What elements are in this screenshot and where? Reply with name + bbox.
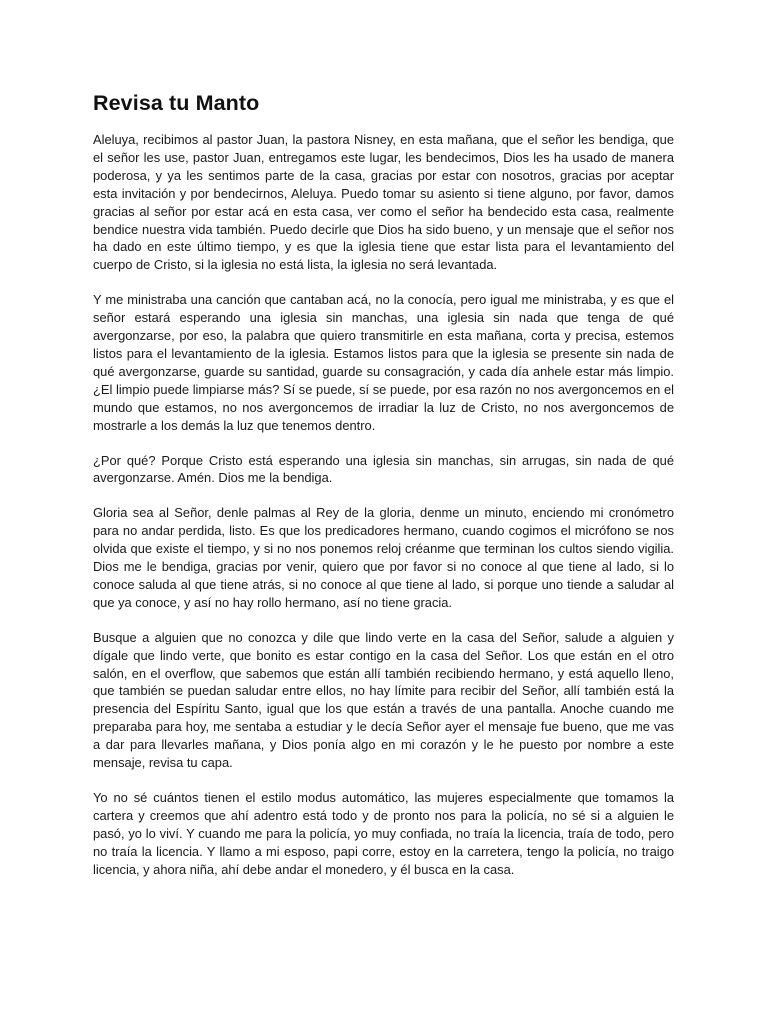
paragraph: Aleluya, recibimos al pastor Juan, la pastora Nisney, en esta mañana, que el señor les bendiga, que el señor les use, pastor Juan, entregamos este lugar, les bendecimos, Dios les ha usado de manera poderosa, y ya les sentimos parte de la casa, gracias por estar con nosotros, gracias por aceptar esta invitación y por bendecirnos, Aleluya. Puedo tomar su asiento si tiene alguno, por favor, damos gracias al señor por estar acá en esta casa, ver como el señor ha bendecido esta casa, realmente bendice nuestra vida también. Puedo decirle que Dios ha sido bueno, y un mensaje que el señor nos ha dado en este último tiempo, y es que la iglesia tiene que estar lista para el levantamiento del cuerpo de Cristo, si la iglesia no está lista, la iglesia no será levantada. bbox=[93, 132, 674, 273]
paragraph: ¿Por qué? Porque Cristo está esperando una iglesia sin manchas, sin arrugas, sin nada de qué avergonzarse. Amén. Dios me la bendiga. bbox=[93, 452, 674, 486]
paragraph: Busque a alguien que no conozca y dile que lindo verte en la casa del Señor, salude a alguien y dígale que lindo verte, que bonito es estar contigo en la casa del Señor. Los que están en el otro salón, en el overflow, que sabemos que están allí también recibiendo hermano, y está aquello lleno, que también se puedan saludar entre ellos, no hay límite para recibir del Señor, allí también está la presencia del Espíritu Santo, igual que los que están a través de una pantalla. Anoche cuando me preparaba para hoy, me sentaba a estudiar y le decía Señor ayer el mensaje fue bueno, que me vas a dar para llevarles mañana, y Dios ponía algo en mi corazón y le he puesto por nombre a este mensaje, revisa tu capa. bbox=[93, 629, 674, 771]
document-page bbox=[93, 88, 674, 896]
paragraph: Gloria sea al Señor, denle palmas al Rey de la gloria, denme un minuto, enciendo mi cronómetro para no andar perdida, listo. Es que los predicadores hermano, cuando cogimos el micrófono se nos olvida que existe el tiempo, y si no nos ponemos reloj créanme que terminan los cultos siendo vigilia. Dios me le bendiga, gracias por venir, quiero que por favor si no conoce al que tiene al lado, si lo conoce saluda al que tiene atrás, si no conoce al que tiene al lado, si porque uno tiende a saludar al que ya conoce, y así no hay rollo hermano, así no tiene gracia. bbox=[93, 505, 674, 610]
page-title: Revisa tu Manto bbox=[93, 91, 260, 115]
paragraph: Y me ministraba una canción que cantaban acá, no la conocía, pero igual me ministraba, y es que el señor estará esperando una iglesia sin manchas, una iglesia sin nada que tenga de qué avergonzarse, por eso, la palabra que quiero transmitirle en esta mañana, corta y precisa, estemos listos para el levantamiento de la iglesia. Estamos listos para que la iglesia se presente sin nada de qué avergonzarse, guarde su santidad, guarde su consagración, y cada día anhele estar más limpio. ¿El limpio puede limpiarse más? Sí se puede, sí se puede, por esa razón no nos avergoncemos en el mundo que estamos, no nos avergoncemos de irradiar la luz de Cristo, no nos avergoncemos de mostrarle a los demás la luz que tenemos dentro. bbox=[93, 292, 674, 433]
paragraph: Yo no sé cuántos tienen el estilo modus automático, las mujeres especialmente que tomamos la cartera y creemos que ahí adentro está todo y de pronto nos para la policía, no sé si a alguien le pasó, yo lo viví. Y cuando me para la policía, yo muy confiada, no traía la licencia, traía de todo, pero no traía la licencia. Y llamo a mi esposo, papi corre, estoy en la carretera, tengo la policía, no traigo licencia, y ahora niña, ahí debe andar el monedero, y él busca en la casa. bbox=[93, 790, 674, 877]
